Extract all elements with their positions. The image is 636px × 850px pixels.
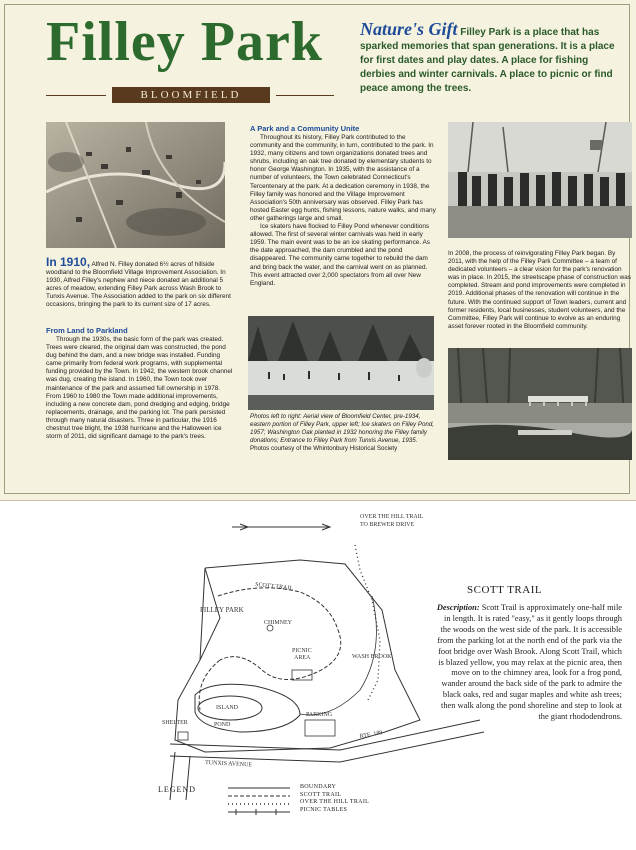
label-pond: POND bbox=[214, 722, 231, 728]
sign-subtitle: BLOOMFIELD bbox=[112, 87, 270, 103]
trail-title: SCOTT TRAIL bbox=[467, 584, 543, 596]
scott-trail-map bbox=[0, 500, 636, 850]
label-shelter: SHELTER bbox=[162, 720, 188, 726]
subtitle-rule-right bbox=[276, 95, 334, 96]
label-area: AREA bbox=[294, 655, 311, 661]
label-parking: PARKING bbox=[306, 712, 333, 718]
intro-text: Filley Park is a place that has sparked memories that span generations. It is a place for first dates and play dates. A place for fishing derbies and winter carnivals. A place to picnic or find peace among the trees. bbox=[360, 27, 615, 94]
future-section bbox=[448, 250, 632, 331]
label-picnic: PICNIC bbox=[292, 648, 312, 654]
label-to-brewer: TO BREWER DRIVE bbox=[360, 522, 415, 528]
shelter-icon bbox=[178, 732, 188, 740]
land-text: Through the 1930s, the basic form of the park was created. Trees were cleared, the original dam was constructed, the pond dug behind the dam, and a new bridge was installed. Funding came primarily from federal work programs, with supplemental funding provided by the Town. In 1942, the western brook channel was dug, creating the island. In 1960, the Town took over maintenance of the park and assumed full ownership in 1978. From 1960 to 1980 the Town made additional improvements, including a new concrete dam, pond dredging and edging, bridge replacements, drainage, and the parking lot. The park persisted through many natural disasters. Three in particular, the 1916 chestnut tree blight, the 1938 hurricane and the Halloween ice storm of 2011, did significant damage to the park's trees. bbox=[46, 336, 233, 441]
subtitle-rule-left bbox=[46, 95, 106, 96]
legend-item: SCOTT TRAIL bbox=[300, 791, 342, 798]
label-scott-trail: SCOTT TRAIL bbox=[254, 582, 294, 592]
aerial-photo bbox=[46, 122, 225, 248]
desc-text: Scott Trail is approximately one-half mile in length. It is rated "easy," as it gently loops through the woods on the west side of the park. It is accessible from the parking lot at the north end of the park via the foot bridge over Wash Brook. Along Scott Trail, which is blazed yellow, you may relax at the picnic area, then move on to the chimney area, look for a frog pond, wander around the back side of the park to admire the black oaks, red and sugar maples and white ash trees; then walk along the pond shoreline and step to look at the giant rhododendrons. bbox=[437, 603, 622, 722]
entrance-photo bbox=[448, 348, 632, 460]
future-text: In 2008, the process of reinvigorating Filley Park began. By 2011, with the help of the Filley Park Committee – a team of dedicated volunteers – a clear vision for the park's renovation was in place. In 2015, the streetscape phase of construction was completed. Stream and pond improvements were completed in 2019. Additional phases of the renovation will continue in the future. With the continued support of Town leaders, current and former residents, local businesses, student volunteers, and the Committee, Filley Park will continue to evolve as an enduring asset forever rooted in the Bloomfield community. bbox=[448, 250, 631, 330]
label-island: ISLAND bbox=[216, 705, 238, 711]
pond-area bbox=[195, 684, 300, 732]
lead-year: In 1910, bbox=[46, 255, 91, 269]
legend-list bbox=[300, 784, 369, 814]
ceremony-photo bbox=[448, 122, 632, 238]
land-heading: From Land to Parkland bbox=[46, 326, 128, 335]
legend-item: OVER THE HILL TRAIL bbox=[300, 799, 370, 806]
community-text-1: Throughout its history, Filley Park contributed to the community and the community, in turn, contributed to the park. In 1932, many citizens and town organizations donated trees and shrubs, including an oak tree donated by elementary students to honor George Washington. In 1935, with the assistance of a number of volunteers, the Town celebrated Connecticut's Tercentenary at the park. At a dedication ceremony in 1938, the Filley family was honored and the Village Improvement Association's 50th anniversary was observed. Filley Park has hosted Easter egg hunts, fishing lessons, nature walks, and many other gatherings large and small. bbox=[250, 134, 436, 222]
trail-description bbox=[436, 603, 622, 723]
skaters-photo bbox=[248, 316, 434, 410]
legend-title: LEGEND bbox=[158, 785, 196, 794]
community-heading: A Park and a Community Unite bbox=[250, 124, 360, 133]
legend-item: BOUNDARY bbox=[300, 784, 337, 790]
intro-heading: Nature's Gift bbox=[360, 19, 458, 39]
label-tunxis: TUNXIS AVENUE bbox=[204, 760, 253, 769]
label-over-hill: OVER THE HILL TRAIL bbox=[360, 514, 424, 520]
land-section bbox=[46, 326, 234, 441]
history-1910 bbox=[46, 255, 231, 310]
community-text-2: Ice skaters have flocked to Filley Pond whenever conditions allowed. The first of several winter carnivals was held in early 1959. The main event was to be an ice skating performance. As the date approached, the dam crumbled and the pond disappeared. The community came together to rebuild the dam and bring back the water, and the carnival went on as planned. This event attracted over 2,000 spectators from all over New England. bbox=[250, 223, 430, 287]
label-filley-park: FILLEY PARK bbox=[200, 606, 244, 614]
label-rte: RTE. 189 bbox=[359, 730, 383, 740]
label-chimney: CHIMNEY bbox=[264, 620, 292, 626]
intro-block bbox=[360, 19, 622, 96]
legend-symbols bbox=[228, 788, 290, 815]
north-arrow-icon bbox=[232, 524, 330, 530]
caption-text: Photos left to right: Aerial view of Bloomfield Center, pre-1934, eastern portion of Filley Park, upper left; Ice skaters on Filley Pond, 1957; Washington Oak planted in 1932 honoring the Filley family donations; Entrance to Filley Park from Tunxis Avenue, 1935. bbox=[250, 413, 434, 444]
sign-title: Filley Park bbox=[46, 11, 323, 73]
legend-item: PICNIC TABLES bbox=[300, 806, 348, 813]
para-1910: Alfred N. Filley donated 6½ acres of hillside woodland to the Bloomfield Village Improvement Association. In 1930, Alfred Filley's nephew and niece donated an additional 5 acres of meadow, extending Filley Park across Wash Brook to Tunxis Avenue. The Association added to the park on six different occasions, bringing the park to its current size of 17 acres. bbox=[46, 261, 231, 309]
community-section bbox=[250, 124, 436, 288]
caption-credit: Photos courtesy of the Whintonbury Historical Society bbox=[250, 445, 398, 452]
parking-lot bbox=[305, 720, 335, 736]
photo-caption bbox=[250, 413, 436, 453]
desc-label: Description: bbox=[436, 603, 480, 612]
label-wash-brook: WASH BROOK bbox=[352, 654, 392, 660]
